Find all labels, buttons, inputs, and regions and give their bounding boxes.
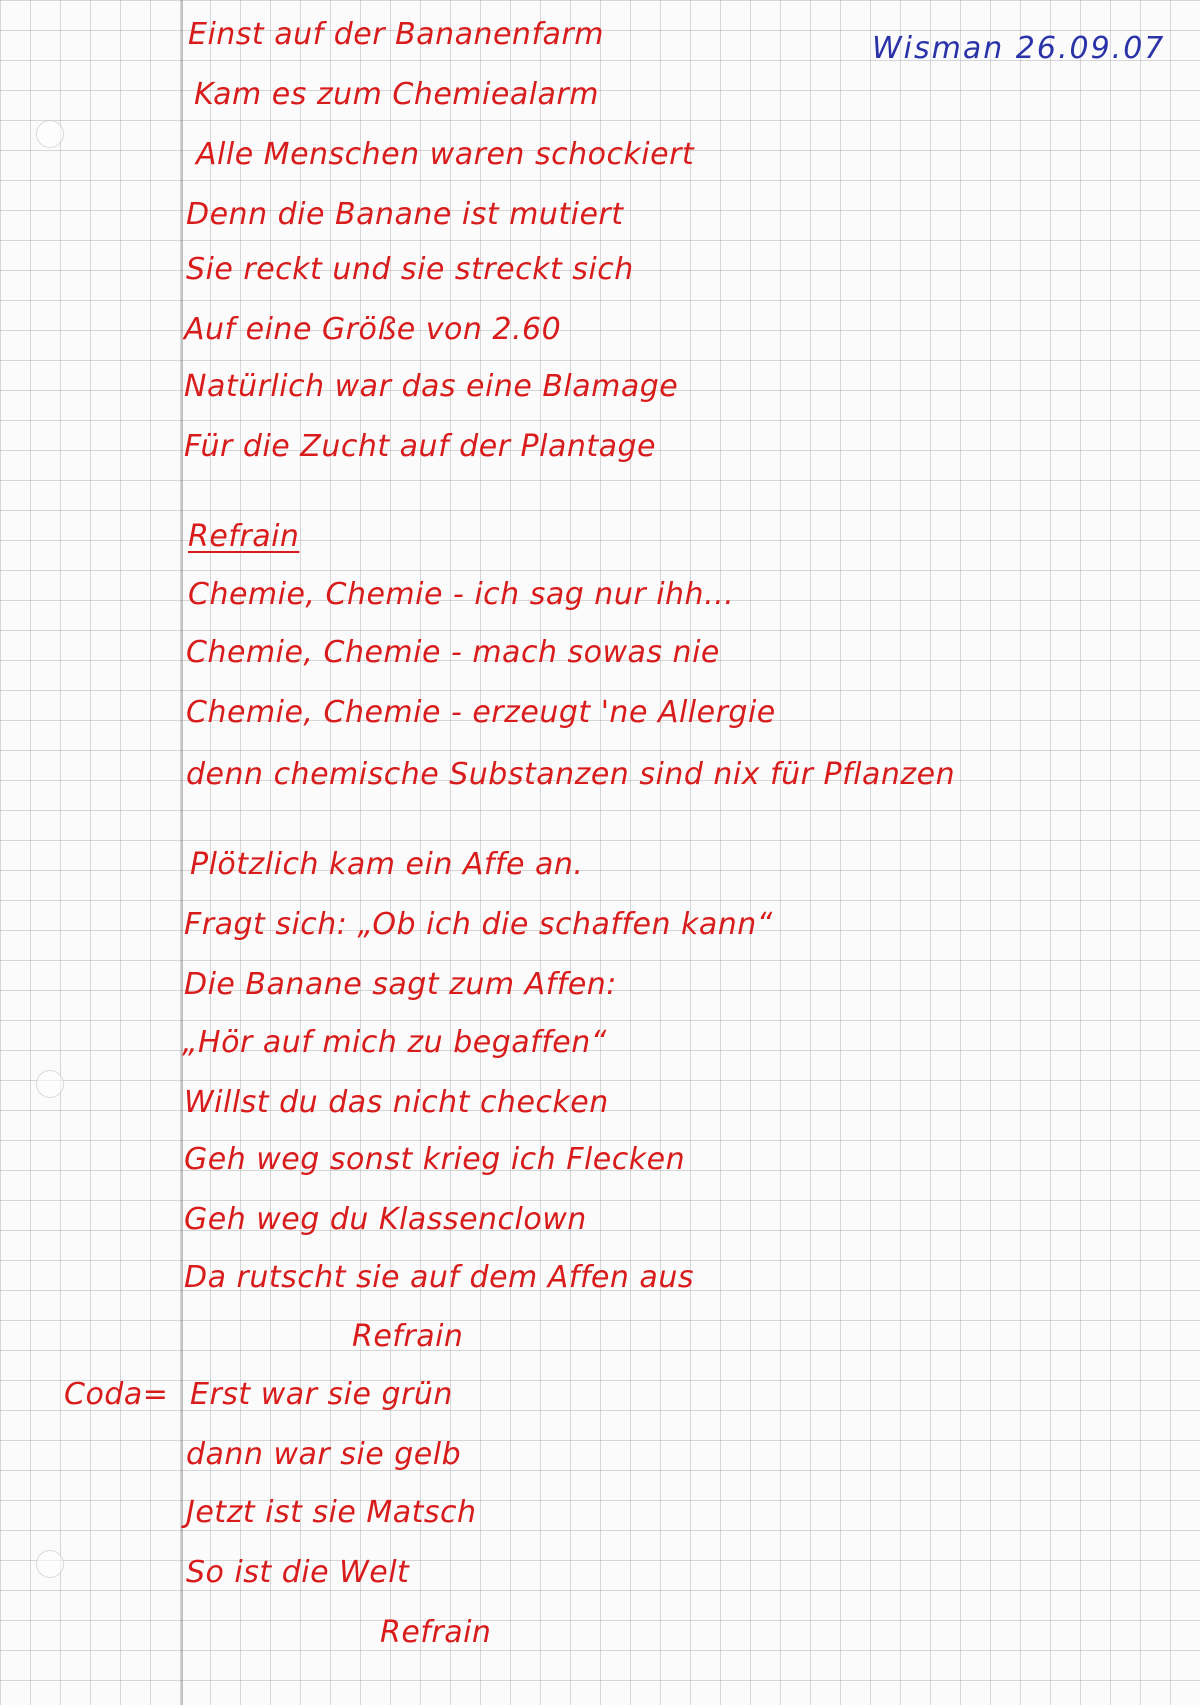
verse-line: Sie reckt und sie streckt sich <box>186 252 634 287</box>
refrain-line: Chemie, Chemie - erzeugt 'ne Allergie <box>186 695 776 730</box>
verse-line: „Hör auf mich zu begaffen“ <box>182 1025 607 1060</box>
punch-hole <box>36 120 64 148</box>
punch-hole <box>36 1070 64 1098</box>
margin-line <box>181 0 183 1705</box>
coda-label: Coda= <box>64 1377 169 1412</box>
verse-line: Natürlich war das eine Blamage <box>184 369 679 404</box>
signature-date: Wisman 26.09.07 <box>872 31 1166 66</box>
coda-line: So ist die Welt <box>186 1555 410 1590</box>
coda-line: Erst war sie grün <box>190 1377 453 1412</box>
verse-line: Für die Zucht auf der Plantage <box>184 429 657 464</box>
verse-line: Geh weg du Klassenclown <box>184 1202 587 1237</box>
refrain-line: Chemie, Chemie - mach sowas nie <box>186 635 720 670</box>
verse-line: Denn die Banane ist mutiert <box>186 197 624 232</box>
verse-line: Geh weg sonst krieg ich Flecken <box>184 1142 686 1177</box>
verse-line: Alle Menschen waren schockiert <box>196 137 695 172</box>
coda-line: Jetzt ist sie Matsch <box>186 1495 477 1530</box>
verse-line: Kam es zum Chemiealarm <box>194 77 599 112</box>
verse-line: Einst auf der Bananenfarm <box>188 17 604 52</box>
refrain-repeat: Refrain <box>380 1615 492 1650</box>
verse-line: Da rutscht sie auf dem Affen aus <box>184 1260 694 1295</box>
coda-line: dann war sie gelb <box>186 1437 462 1472</box>
verse-line: Willst du das nicht checken <box>184 1085 609 1120</box>
refrain-line: Chemie, Chemie - ich sag nur ihh... <box>188 577 735 612</box>
verse-line: Auf eine Größe von 2.60 <box>184 312 562 347</box>
refrain-heading: Refrain <box>188 519 300 554</box>
verse-line: Fragt sich: „Ob ich die schaffen kann“ <box>184 907 773 942</box>
refrain-repeat: Refrain <box>352 1319 464 1354</box>
verse-line: Die Banane sagt zum Affen: <box>184 967 617 1002</box>
punch-hole <box>36 1550 64 1578</box>
verse-line: Plötzlich kam ein Affe an. <box>190 847 584 882</box>
refrain-line: denn chemische Substanzen sind nix für Pflanzen <box>186 757 956 792</box>
